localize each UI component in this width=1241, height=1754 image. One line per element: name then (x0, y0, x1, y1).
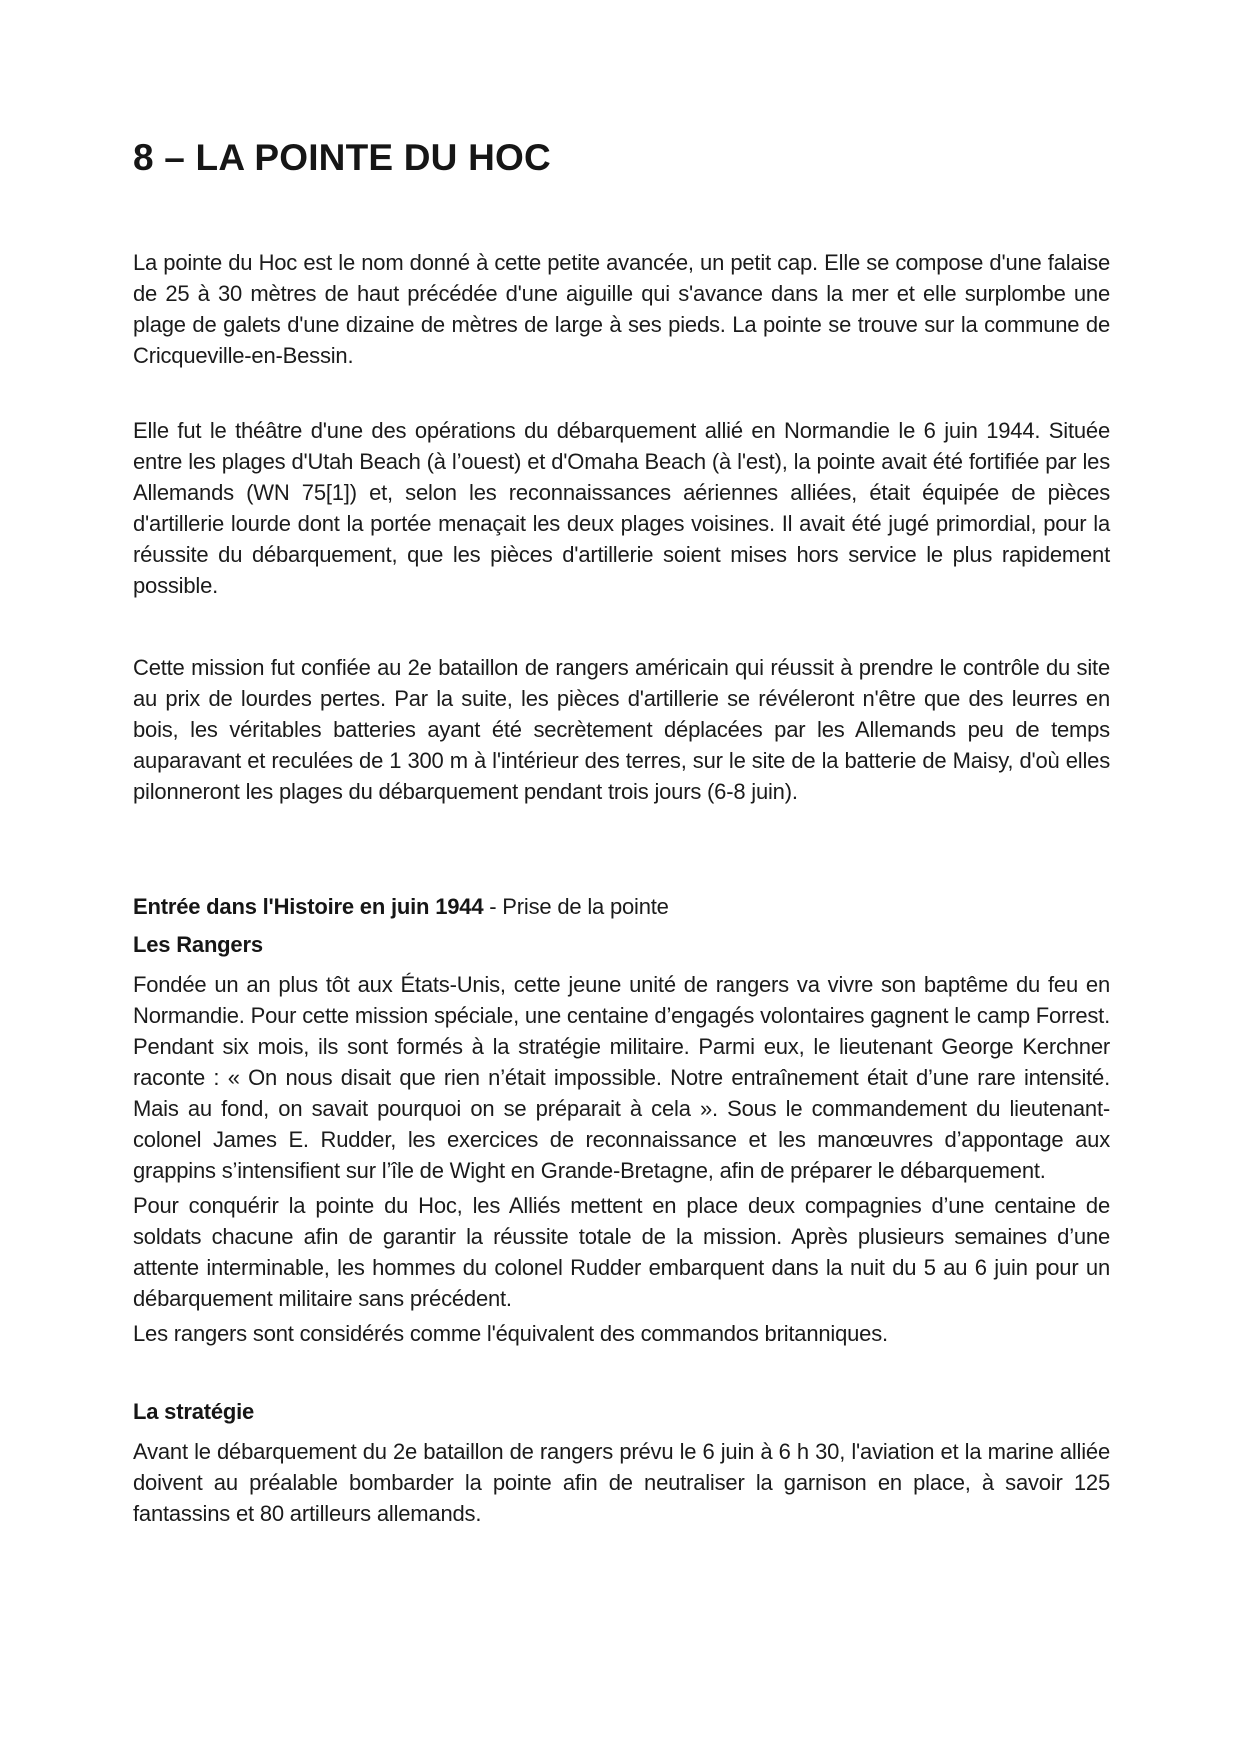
section-heading-history-bold: Entrée dans l'Histoire en juin 1944 (133, 894, 484, 919)
section-heading-history (133, 891, 1110, 922)
paragraph-rangers-3: Les rangers sont considérés comme l'équivalent des commandos britanniques. (133, 1321, 888, 1346)
paragraph-rangers-2: Pour conquérir la pointe du Hoc, les Alliés mettent en place deux compagnies d’une centaine de soldats chacune afin de garantir la réussite totale de la mission. Après plusieurs semaines d’une attente interminable, les hommes du colonel Rudder embarquent dans la nuit du 5 au 6 juin pour un débarquement militaire sans précédent. (133, 1193, 1110, 1311)
subsection-heading-la-strategie: La stratégie (133, 1399, 255, 1424)
page-title: 8 – LA POINTE DU HOC (133, 137, 551, 178)
paragraph-intro-1: La pointe du Hoc est le nom donné à cette petite avancée, un petit cap. Elle se compose d'une falaise de 25 à 30 mètres de haut précédée d'une aiguille qui s'avance dans la mer et elle surplombe une plage de galets d'une dizaine de mètres de large à ses pieds. La pointe se trouve sur la commune de Cricqueville-en-Bessin. (133, 250, 1110, 368)
paragraph-intro-3: Cette mission fut confiée au 2e bataillon de rangers américain qui réussit à prendre le contrôle du site au prix de lourdes pertes. Par la suite, les pièces d'artillerie se révéleront n'être que des leurres en bois, les véritables batteries ayant été secrètement déplacées par les Allemands peu de temps auparavant et reculées de 1 300 m à l'intérieur des terres, sur le site de la batterie de Maisy, d'où elles pilonneront les plages du débarquement pendant trois jours (6-8 juin). (133, 655, 1110, 804)
paragraph-intro-2: Elle fut le théâtre d'une des opérations du débarquement allié en Normandie le 6 juin 1944. Située entre les plages d'Utah Beach (à l’ouest) et d'Omaha Beach (à l'est), la pointe avait été fortifiée par les Allemands (WN 75[1]) et, selon les reconnaissances aériennes alliées, était équipée de pièces d'artillerie lourde dont la portée menaçait les deux plages voisines. Il avait été jugé primordial, pour la réussite du débarquement, que les pièces d'artillerie soient mises hors service le plus rapidement possible. (133, 418, 1110, 598)
subsection-heading-les-rangers: Les Rangers (133, 932, 263, 957)
document-content (0, 135, 1241, 1529)
paragraph-strategy-1: Avant le débarquement du 2e bataillon de rangers prévu le 6 juin à 6 h 30, l'aviation et la marine alliée doivent au préalable bombarder la pointe afin de neutraliser la garnison en place, à savoir 125 fantassins et 80 artilleurs allemands. (133, 1439, 1110, 1526)
paragraph-rangers-1: Fondée un an plus tôt aux États-Unis, cette jeune unité de rangers va vivre son baptême du feu en Normandie. Pour cette mission spéciale, une centaine d’engagés volontaires gagnent le camp Forrest. Pendant six mois, ils sont formés à la stratégie militaire. Parmi eux, le lieutenant George Kerchner raconte : « On nous disait que rien n’était impossible. Notre entraînement était d’une rare intensité. Mais au fond, on savait pourquoi on se préparait à cela ». Sous le commandement du lieutenant-colonel James E. Rudder, les exercices de reconnaissance et les manœuvres d’appontage aux grappins s’intensifient sur l’île de Wight en Grande-Bretagne, afin de préparer le débarquement. (133, 972, 1110, 1183)
section-heading-history-subtitle: - Prise de la pointe (483, 894, 669, 919)
